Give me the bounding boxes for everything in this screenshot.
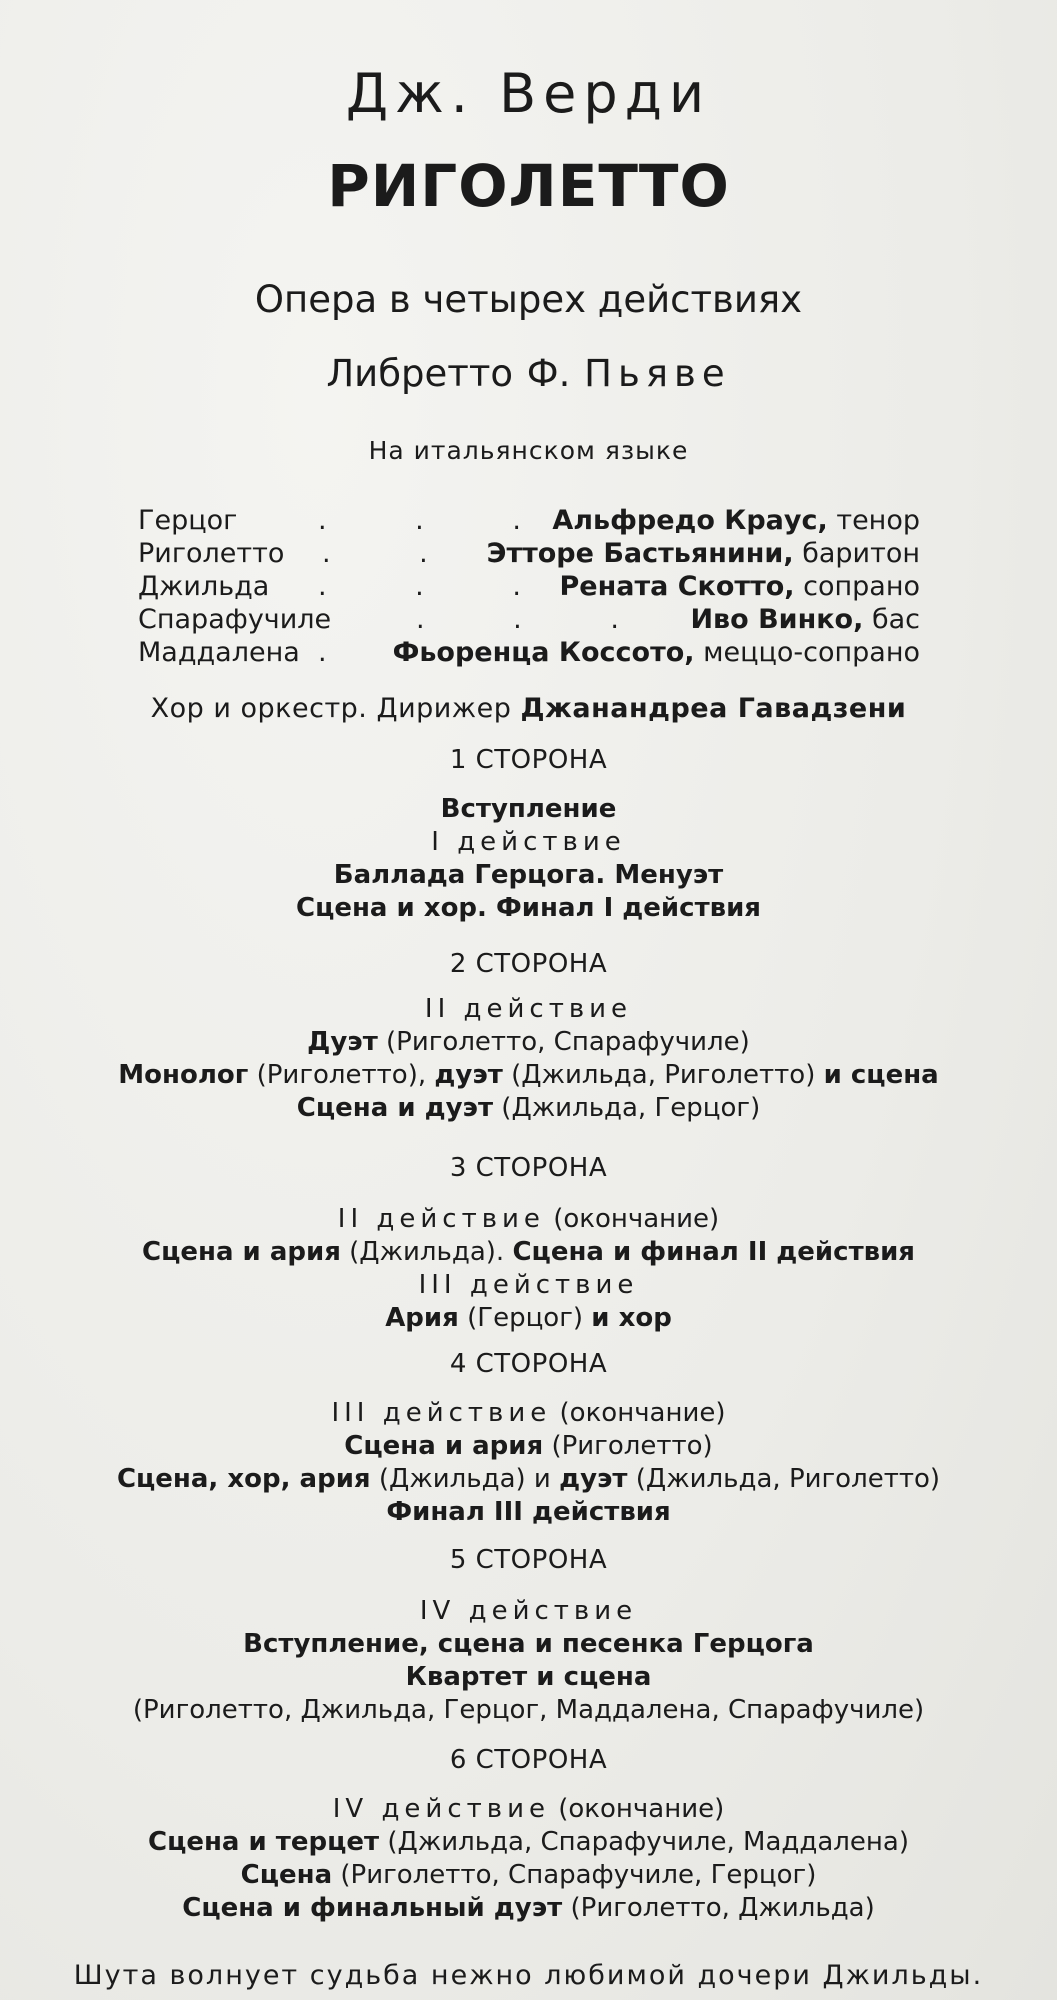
act-label: IV действие [332, 1794, 550, 1824]
cast-voice: сопрано [803, 571, 920, 602]
track-title: Дуэт [307, 1027, 378, 1057]
side-3 [0, 1152, 1057, 1335]
cast-role: Спарафучиле [138, 604, 332, 635]
language-note: На итальянском языке [368, 436, 689, 465]
cast-role: Герцог [138, 505, 238, 536]
track-line: Вступление, сцена и песенка Герцога [243, 1629, 814, 1659]
track-title: дуэт [559, 1464, 628, 1494]
opera-subtitle: Опера в четырех действиях [254, 278, 803, 321]
track-title: дуэт [434, 1060, 503, 1090]
act-note: (окончание) [553, 1204, 720, 1234]
track-title: Сцена и ария [142, 1237, 341, 1267]
track-characters: (Джильда, Риголетто) [511, 1060, 816, 1090]
cast-role: Маддалена [138, 637, 300, 668]
cast-performer: Альфредо Краус, [552, 505, 828, 536]
act-heading: III действие [418, 1270, 639, 1300]
track-line [0, 1892, 1057, 1925]
track-characters: (Джильда, Риголетто) [635, 1464, 941, 1494]
side-heading: 3 СТОРОНА [449, 1153, 608, 1183]
cast-dots: . [318, 637, 327, 668]
libretto-prefix: Либретто Ф. [326, 352, 571, 395]
cast-dots: . . . [318, 571, 561, 602]
act-heading: IV действие [419, 1596, 638, 1626]
track-title: Сцена и дуэт [296, 1093, 494, 1123]
track-line: Сцена и хор. Финал I действия [295, 893, 762, 923]
track-line: Квартет и сцена [405, 1662, 652, 1692]
track-title: Сцена и ария [344, 1431, 544, 1461]
track-line: Финал III действия [386, 1497, 671, 1527]
cast-voice: меццо-сопрано [703, 637, 920, 668]
conductor-name: Джанандреа Гавадзени [520, 693, 907, 724]
cast-row [138, 636, 920, 669]
track-line [0, 1092, 1057, 1125]
track-line: Вступление [440, 794, 617, 824]
act-heading: I действие [431, 827, 626, 857]
track-characters: (Риголетто) [551, 1431, 713, 1461]
cast-row [138, 504, 920, 537]
track-characters: (Джильда). [349, 1237, 505, 1267]
act-heading [0, 1397, 1057, 1430]
side-heading: 6 СТОРОНА [449, 1745, 608, 1775]
cast-list [138, 504, 920, 669]
track-characters: (Риголетто, Спарафучиле, Герцог) [340, 1860, 817, 1890]
cast-role: Джильда [138, 571, 270, 602]
track-characters: (Риголетто, Джильда) [570, 1893, 875, 1923]
cast-performer: Иво Винко, [690, 604, 864, 635]
act-note: (окончание) [559, 1398, 726, 1428]
track-characters: (Джильда, Герцог) [501, 1093, 761, 1123]
act-heading: II действие [424, 994, 633, 1024]
track-line [0, 1302, 1057, 1335]
track-line [0, 1826, 1057, 1859]
cast-row [138, 603, 920, 636]
side-4 [0, 1348, 1057, 1529]
track-line: Баллада Герцога. Менуэт [333, 860, 724, 890]
cast-voice: баритон [802, 538, 920, 569]
side-heading: 5 СТОРОНА [449, 1545, 608, 1575]
act-note: (окончание) [558, 1794, 725, 1824]
track-line [0, 1236, 1057, 1269]
cast-dots: . . . [416, 604, 659, 635]
side-heading: 2 СТОРОНА [449, 949, 608, 979]
libretto-author: Пьяве [584, 352, 731, 395]
composer-name: Дж. Верди [345, 62, 712, 125]
track-title: и сцена [823, 1060, 939, 1090]
track-title: Монолог [118, 1060, 249, 1090]
track-title: Сцена и финал II действия [512, 1237, 915, 1267]
cast-row [138, 537, 920, 570]
libretto-credit [0, 352, 1057, 395]
track-line [0, 1026, 1057, 1059]
track-line [0, 1430, 1057, 1463]
side-6 [0, 1744, 1057, 1925]
side-5 [0, 1544, 1057, 1727]
cast-performer: Этторе Бастьянини, [486, 538, 794, 569]
side-heading: 4 СТОРОНА [449, 1349, 608, 1379]
cast-voice: бас [871, 604, 920, 635]
side-heading: 1 СТОРОНА [449, 745, 608, 775]
track-characters: (Джильда) и [378, 1464, 551, 1494]
track-title: Сцена и финальный дуэт [182, 1893, 563, 1923]
act-heading [0, 1793, 1057, 1826]
track-line [0, 1463, 1057, 1496]
track-characters: (Риголетто, Джильда, Герцог, Маддалена, Спарафучиле) [132, 1695, 925, 1725]
cast-dots: . . . [318, 505, 561, 536]
track-title: Ария [385, 1303, 459, 1333]
conductor-prefix: Хор и оркестр. Дирижер [150, 693, 512, 724]
track-characters: (Риголетто), [256, 1060, 427, 1090]
synopsis-opening: Шута волнует судьба нежно любимой дочери Джильды. [73, 1960, 984, 1991]
track-title: Сцена, хор, ария [116, 1464, 371, 1494]
track-title: Сцена [240, 1860, 333, 1890]
act-label: II действие [337, 1204, 545, 1234]
cast-performer: Фьоренца Коссото, [392, 637, 695, 668]
track-line [0, 1859, 1057, 1892]
track-title: и хор [591, 1303, 672, 1333]
cast-performer: Рената Скотто, [559, 571, 795, 602]
conductor-credit [0, 693, 1057, 724]
track-characters: (Герцог) [467, 1303, 584, 1333]
cast-role: Риголетто [138, 538, 285, 569]
act-heading [0, 1203, 1057, 1236]
cast-dots: . . [322, 538, 468, 569]
cast-voice: тенор [836, 505, 920, 536]
track-title: Сцена и терцет [147, 1827, 380, 1857]
side-2 [0, 948, 1057, 1125]
cast-row [138, 570, 920, 603]
side-1 [0, 744, 1057, 925]
track-characters: (Джильда, Спарафучиле, Маддалена) [387, 1827, 909, 1857]
opera-title: РИГОЛЕТТО [327, 152, 730, 220]
act-label: III действие [331, 1398, 552, 1428]
track-characters: (Риголетто, Спарафучиле) [386, 1027, 750, 1057]
track-line [0, 1059, 1057, 1092]
